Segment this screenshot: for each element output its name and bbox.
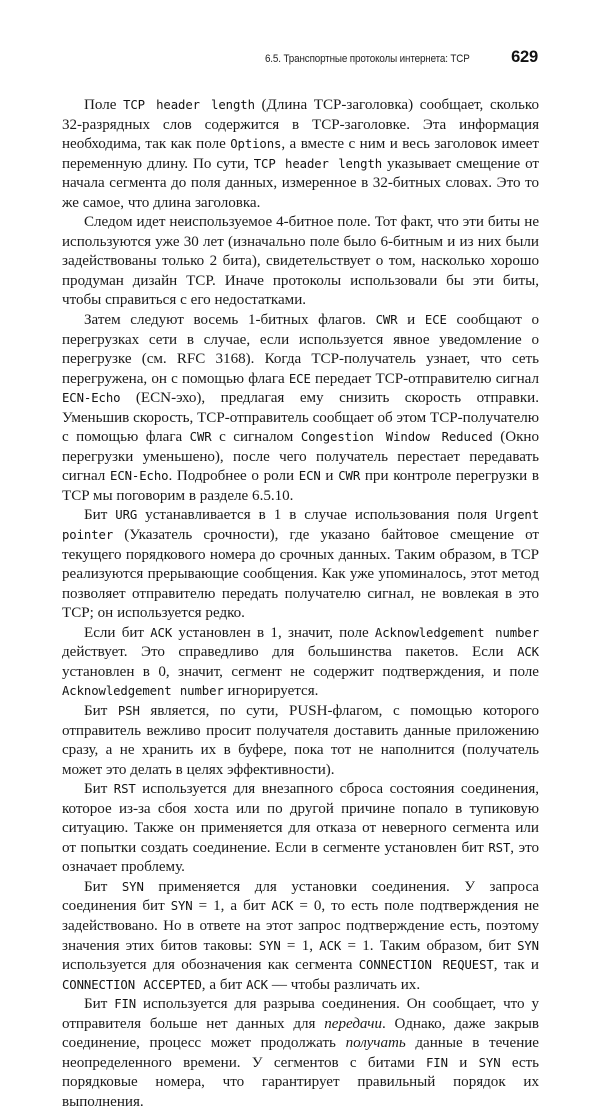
code-term: URG: [115, 508, 138, 523]
code-term: RST: [113, 782, 136, 797]
code-term: ACK: [150, 625, 173, 640]
code-term: ACK: [517, 645, 539, 660]
code-term: ACK: [319, 938, 342, 953]
paragraph: Бит RST используется для внезапного сброса состояния соединения, которое из-за сбоя хоста или по другой причине попало в тупиковую ситуацию. Также он применяется для отказа от неверного сегмента или от попытки создать соединение. Если в сегменте установлен бит RST, это означает проблему.: [62, 781, 539, 876]
emphasis-term: передачи: [324, 1015, 382, 1032]
code-term: CWR: [189, 430, 212, 445]
code-term: ECN: [298, 469, 321, 484]
code-term: ECN-Echo: [62, 391, 121, 406]
code-term: Acknowledgement number: [62, 684, 224, 699]
code-term: ECN-Echo: [110, 469, 169, 484]
code-term: Acknowledgement number: [374, 625, 539, 640]
running-head: [62, 48, 538, 70]
paragraph: Бит URG устанавливается в 1 в случае использования поля Urgent pointer (Указатель срочности), где указано байтовое смещение от текущего порядкового номера до срочных данных. Таким образом, в TCP реализуются прерывающие сообщения. Как уже упоминалось, этот метод позволяет отправителю передать получателю сигнал, не вовлекая в это TCP; он используется редко.: [62, 507, 540, 622]
running-head-title: 6.5. Транспортные протоколы интернета: TCP: [265, 53, 471, 65]
page-number: 629: [511, 48, 538, 66]
code-term: CONNECTION REQUEST: [358, 958, 494, 973]
code-term: ACK: [246, 977, 268, 992]
code-term: SYN: [170, 899, 193, 914]
code-term: ECE: [424, 313, 447, 328]
paragraph: Бит SYN применяется для установки соединения. У запроса соединения бит SYN = 1, а бит ACK = 0, то есть поле подтверждения не задействовано. Но в ответе на этот запрос подтверждение есть, поэтому значения этих битов таковы: SYN = 1, ACK = 1. Таким образом, бит SYN используется для обозначения как сегмента CONNECTION REQUEST, так и CONNECTION ACCEPTED, а бит ACK — чтобы различать их.: [62, 878, 539, 993]
paragraph: Затем следуют восемь 1-битных флагов. CWR и ECE сообщают о перегрузках сети в случае, если используется явное уведомление о перегрузке (см. RFC 3168). Когда TCP-получатель узнает, что сеть перегружена, он с помощью флага ECE передает TCP-отправителю сигнал ECN-Echo (ECN-эхо), предлагая ему снизить скорость отправки. Уменьшив скорость, TCP-отправитель сообщает об этом TCP-получателю с помощью флага CWR с сигналом Congestion Window Reduced (Окно перегрузки уменьшено), после чего получатель перестает передавать сигнал ECN-Echo. Подробнее о роли ECN и CWR при контроле перегрузки в TCP мы поговорим в разделе 6.5.10.: [62, 312, 540, 504]
code-term: Options: [230, 137, 282, 152]
paragraph: Следом идет неиспользуемое 4-битное поле. Тот факт, что эти биты не используются уже 30 лет (изначально поле было 6-битным и из них были задействованы только 2 бита), свидетельствует о том, насколько хорошо продуман дизайн TCP. Иначе протоколы использовали бы эти биты, чтобы справиться с его недостатками.: [62, 214, 539, 309]
paragraph: Бит FIN используется для разрыва соединения. Он сообщает, что у отправителя больше нет данных для передачи. Однако, даже закрыв соединение, процесс может продолжать получать данные в течение неопределенного времени. У сегментов с битами FIN и SYN есть порядковые номера, что гарантирует правильный порядок их выполнения.: [62, 996, 540, 1110]
emphasis-term: получать: [345, 1035, 406, 1052]
code-term: Urgent pointer: [62, 508, 540, 543]
paragraph: Если бит ACK установлен в 1, значит, поле Acknowledgement number действует. Это справедливо для большинства пакетов. Если ACK установлен в 0, значит, сегмент не содержит подтверждения, и поле Acknowledgement number игнорируется.: [62, 624, 539, 700]
body-text-block: [62, 96, 539, 1112]
code-term: PSH: [117, 703, 140, 718]
code-term: SYN: [517, 938, 539, 953]
code-term: CWR: [375, 313, 398, 328]
code-term: Congestion Window Reduced: [300, 430, 493, 445]
paragraph: Бит PSH является, по сути, PUSH-флагом, с помощью которого отправитель вежливо просит получателя доставить данные приложению сразу, а не хранить их в буфере, пока тот не наполнится (получатель может это делать в целях эффективности).: [62, 702, 539, 778]
code-term: ECE: [288, 371, 311, 386]
code-term: SYN: [258, 938, 281, 953]
code-term: TCP header length: [253, 156, 383, 171]
code-term: ACK: [271, 899, 294, 914]
code-term: CWR: [338, 469, 361, 484]
paragraph: Поле TCP header length (Длина TCP-заголовка) сообщает, сколько 32-разрядных слов содержится в TCP-заголовке. Эта информация необходима, так как поле Options, а вместе с ним и весь заголовок имеет переменную длину. По сути, TCP header length указывает смещение от начала сегмента до поля данных, измеренное в 32-битных словах. Это то же самое, что длина заголовка.: [62, 97, 539, 211]
code-term: RST: [488, 840, 511, 855]
code-term: CONNECTION ACCEPTED: [62, 977, 202, 992]
code-term: SYN: [478, 1055, 501, 1070]
code-term: TCP header length: [123, 98, 255, 112]
code-term: FIN: [425, 1055, 448, 1070]
code-term: SYN: [121, 879, 144, 894]
code-term: FIN: [114, 997, 137, 1012]
